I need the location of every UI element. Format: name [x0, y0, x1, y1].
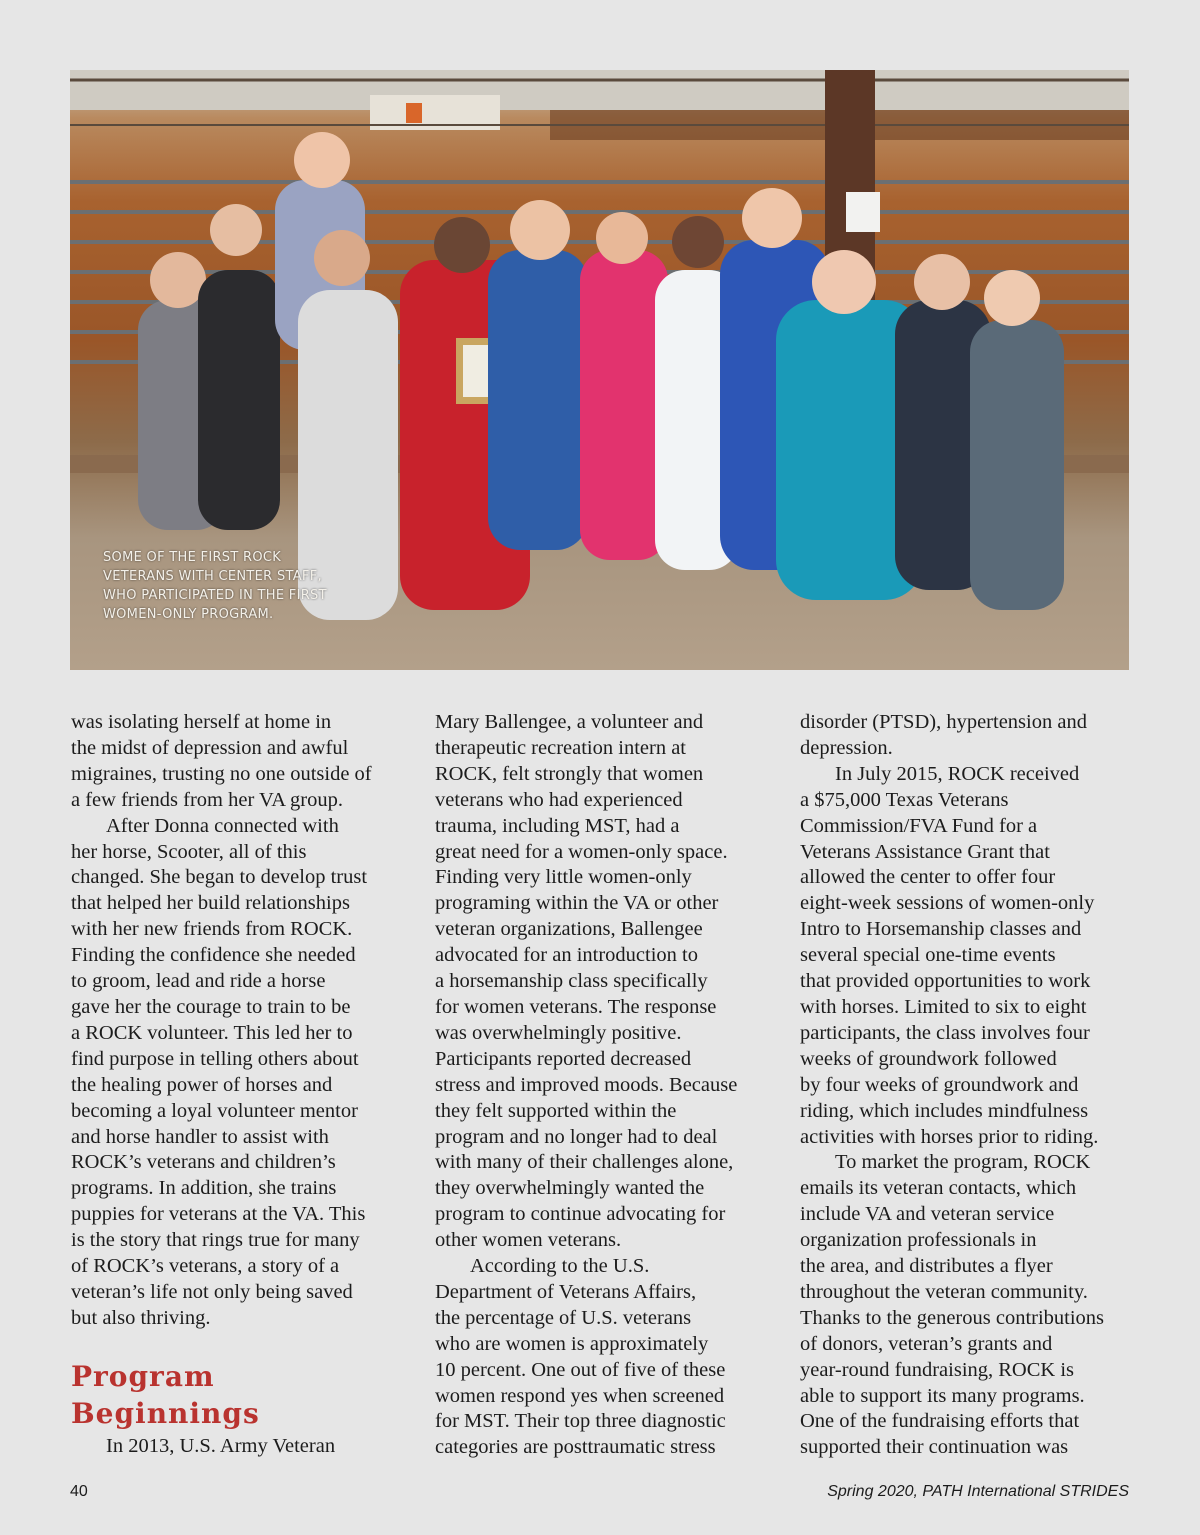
page-number: 40 — [70, 1483, 88, 1500]
text-line: that helped her build relationships — [71, 892, 350, 915]
text-line: disorder (PTSD), hypertension and — [800, 711, 1087, 733]
paragraph — [800, 1150, 1135, 1461]
text-line: In 2013, U.S. Army Veteran — [106, 1434, 336, 1457]
text-line: therapeutic recreation intern at — [435, 736, 686, 759]
text-line: allowed the center to offer four — [800, 866, 1056, 889]
group-photo — [70, 70, 1129, 670]
text-line: several special one-time events — [800, 944, 1056, 967]
text-line: the area, and distributes a flyer — [800, 1255, 1053, 1278]
text-line: great need for a women-only space. — [435, 840, 728, 863]
paragraph — [435, 1254, 770, 1461]
text-line: that provided opportunities to work — [800, 970, 1091, 993]
text-line: for MST. Their top three diagnostic — [435, 1410, 726, 1433]
paragraph — [435, 710, 770, 1254]
column-3 — [800, 710, 1135, 1461]
paragraph — [71, 814, 406, 1332]
text-line: throughout the veteran community. — [800, 1280, 1088, 1303]
text-line: program to continue advocating for — [435, 1203, 726, 1226]
text-line: participants, the class involves four — [800, 1021, 1090, 1044]
text-line: changed. She began to develop trust — [71, 866, 368, 889]
text-line: find purpose in telling others about — [71, 1047, 359, 1070]
text-line: Department of Veterans Affairs, — [435, 1280, 697, 1303]
text-line: the midst of depression and awful — [71, 736, 349, 759]
text-line: Thanks to the generous contributions — [800, 1306, 1105, 1329]
text-line: activities with horses prior to riding. — [800, 1125, 1099, 1148]
text-line: a few friends from her VA group. — [71, 788, 343, 811]
text-line: Commission/FVA Fund for a — [800, 814, 1038, 837]
text-line: ROCK’s veterans and children’s — [71, 1151, 336, 1174]
text-line: eight-week sessions of women-only — [800, 892, 1095, 915]
heading-line: Program — [71, 1359, 215, 1393]
paragraph — [800, 762, 1135, 1151]
text-line: 10 percent. One out of five of these — [435, 1358, 726, 1381]
text-line: to groom, lead and ride a horse — [71, 970, 326, 993]
text-line: trauma, including MST, had a — [435, 814, 680, 837]
text-line: her horse, Scooter, all of this — [71, 840, 307, 863]
text-line: riding, which includes mindfulness — [800, 1099, 1089, 1122]
text-line: gave her the courage to train to be — [71, 995, 351, 1018]
text-line: able to support its many programs. — [800, 1384, 1085, 1407]
text-line: but also thriving. — [71, 1306, 211, 1329]
text-line: organization professionals in — [800, 1229, 1037, 1252]
text-line: In July 2015, ROCK received — [835, 762, 1080, 785]
text-line: Veterans Assistance Grant that — [800, 840, 1050, 863]
text-line: Mary Ballengee, a volunteer and — [435, 711, 704, 733]
text-line: a horsemanship class specifically — [435, 970, 708, 993]
text-line: and horse handler to assist with — [71, 1125, 329, 1148]
paragraph — [71, 1434, 406, 1460]
text-line: Finding the confidence she needed — [71, 944, 356, 967]
text-line: programing within the VA or other — [435, 892, 719, 915]
text-line: with her new friends from ROCK. — [71, 918, 353, 941]
text-line: According to the U.S. — [470, 1255, 650, 1278]
text-line: the healing power of horses and — [71, 1073, 333, 1096]
text-line: include VA and veteran service — [800, 1203, 1055, 1226]
text-line: veteran organizations, Ballengee — [435, 918, 703, 941]
text-line: stress and improved moods. Because — [435, 1073, 738, 1096]
text-line: a $75,000 Texas Veterans — [800, 788, 1009, 811]
text-line: women respond yes when screened — [435, 1384, 725, 1407]
text-line: they overwhelmingly wanted the — [435, 1177, 705, 1200]
heading-line: Beginnings — [71, 1396, 260, 1430]
text-line: categories are posttraumatic stress — [435, 1436, 716, 1459]
text-line: with many of their challenges alone, — [435, 1151, 734, 1174]
text-line: Participants reported decreased — [435, 1047, 692, 1070]
text-line: depression. — [800, 736, 893, 759]
text-line: was isolating herself at home in — [71, 711, 332, 733]
text-line: migraines, trusting no one outside of — [71, 762, 372, 785]
text-line: the percentage of U.S. veterans — [435, 1306, 692, 1329]
text-line: by four weeks of groundwork and — [800, 1073, 1079, 1096]
column-2 — [435, 710, 770, 1461]
paragraph — [71, 710, 406, 814]
column-1 — [71, 710, 406, 1460]
text-line: After Donna connected with — [106, 814, 339, 837]
text-line: year-round fundraising, ROCK is — [800, 1358, 1075, 1381]
text-line: with horses. Limited to six to eight — [800, 995, 1087, 1018]
text-line: who are women is approximately — [435, 1332, 709, 1355]
text-line: To market the program, ROCK — [835, 1151, 1091, 1174]
text-line: they felt supported within the — [435, 1099, 677, 1122]
photo-caption: SOME OF THE FIRST ROCK VETERANS WITH CENTER STAFF, WHO PARTICIPATED IN THE FIRST WOMEN-ONLY PROGRAM. — [103, 550, 327, 622]
text-line: programs. In addition, she trains — [71, 1177, 337, 1200]
text-line: One of the fundraising efforts that — [800, 1410, 1080, 1433]
text-line: other women veterans. — [435, 1229, 622, 1252]
paragraph — [800, 710, 1135, 762]
text-line: veterans who had experienced — [435, 788, 683, 811]
text-line: for women veterans. The response — [435, 995, 717, 1018]
text-line: puppies for veterans at the VA. This — [71, 1203, 366, 1226]
text-line: ROCK, felt strongly that women — [435, 762, 704, 785]
section-heading — [71, 1358, 406, 1432]
text-line: was overwhelmingly positive. — [435, 1021, 682, 1044]
text-line: Finding very little women-only — [435, 866, 692, 889]
text-line: veteran’s life not only being saved — [71, 1280, 353, 1303]
text-line: emails its veteran contacts, which — [800, 1177, 1077, 1200]
text-line: advocated for an introduction to — [435, 944, 698, 967]
text-line: supported their continuation was — [800, 1436, 1069, 1459]
text-line: becoming a loyal volunteer mentor — [71, 1099, 358, 1122]
text-line: is the story that rings true for many — [71, 1229, 360, 1252]
publication-credit: Spring 2020, PATH International STRIDES — [827, 1483, 1129, 1500]
text-line: Intro to Horsemanship classes and — [800, 918, 1082, 941]
text-line: of ROCK’s veterans, a story of a — [71, 1255, 340, 1278]
text-line: program and no longer had to deal — [435, 1125, 718, 1148]
text-line: of donors, veteran’s grants and — [800, 1332, 1053, 1355]
text-line: a ROCK volunteer. This led her to — [71, 1021, 353, 1044]
text-line: weeks of groundwork followed — [800, 1047, 1057, 1070]
